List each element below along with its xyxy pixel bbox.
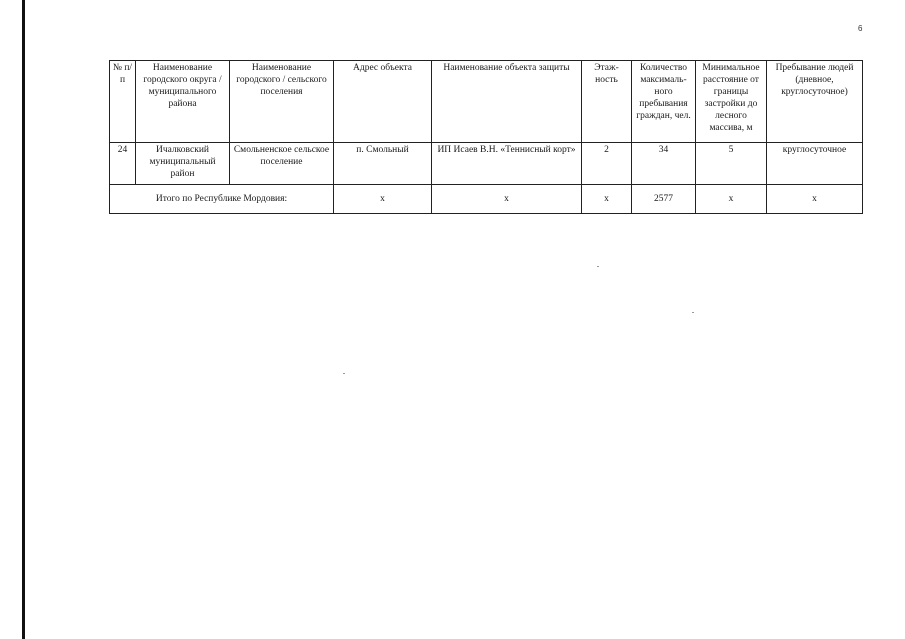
header-stay: Пребывание людей (дневное, круглосуточное) <box>767 61 863 143</box>
cell-min-distance: 5 <box>696 143 767 185</box>
cell-number: 24 <box>110 143 136 185</box>
total-min-distance: х <box>696 185 767 214</box>
total-object: х <box>432 185 582 214</box>
header-district: Наименование городского округа / муниципального района <box>136 61 230 143</box>
scan-speck <box>597 266 599 267</box>
cell-settlement: Смольненское сельское поселение <box>230 143 334 185</box>
total-row <box>110 185 863 214</box>
total-max-people: 2577 <box>632 185 696 214</box>
page-number: 6 <box>858 24 863 33</box>
cell-floors: 2 <box>582 143 632 185</box>
header-floors: Этаж- ность <box>582 61 632 143</box>
cell-stay: круглосуточное <box>767 143 863 185</box>
total-stay: х <box>767 185 863 214</box>
table-header-row <box>110 61 863 143</box>
total-label: Итого по Республике Мордовия: <box>110 185 334 214</box>
scan-left-edge <box>22 0 25 639</box>
cell-district: Ичалковский муниципальный район <box>136 143 230 185</box>
header-object: Наименование объекта защиты <box>432 61 582 143</box>
cell-object: ИП Исаев В.Н. «Теннисный корт» <box>432 143 582 185</box>
table-row <box>110 143 863 185</box>
total-floors: х <box>582 185 632 214</box>
total-address: х <box>334 185 432 214</box>
scan-speck <box>343 373 345 374</box>
header-max-people: Количество максималь- ного пребывания граждан, чел. <box>632 61 696 143</box>
report-table <box>109 60 863 214</box>
header-min-distance: Минимальное расстояние от границы застройки до лесного массива, м <box>696 61 767 143</box>
cell-max-people: 34 <box>632 143 696 185</box>
scan-speck <box>692 312 694 313</box>
cell-address: п. Смольный <box>334 143 432 185</box>
header-address: Адрес объекта <box>334 61 432 143</box>
header-number: № п/п <box>110 61 136 143</box>
header-settlement: Наименование городского / сельского поселения <box>230 61 334 143</box>
